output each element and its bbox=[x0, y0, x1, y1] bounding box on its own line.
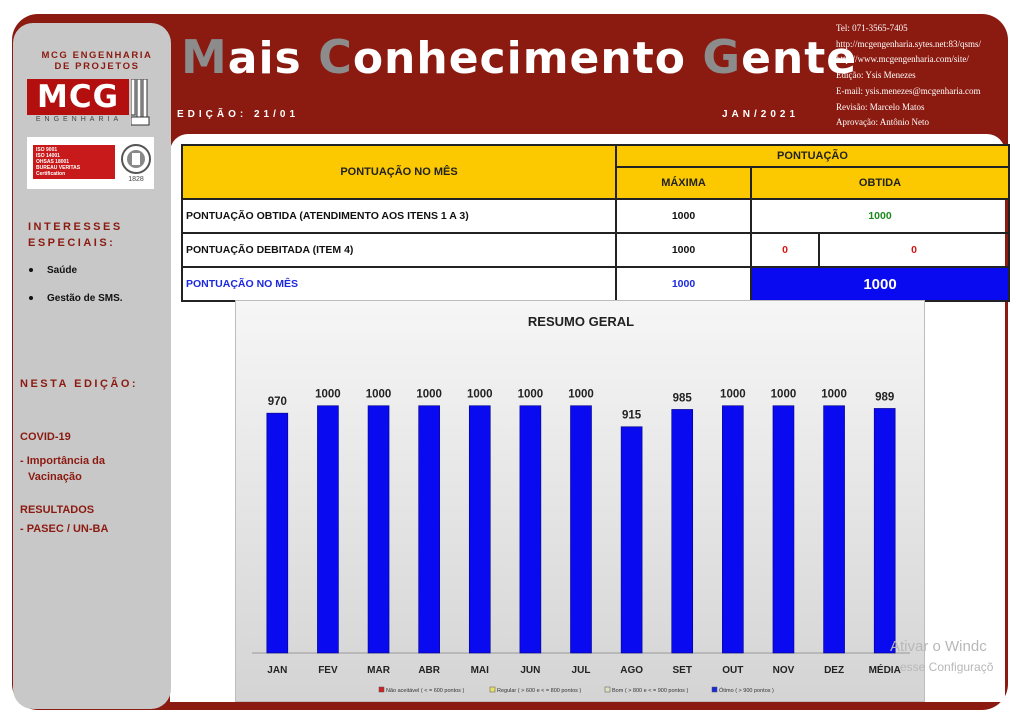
cert-line: BUREAU VERITAS bbox=[36, 165, 81, 171]
legend-label: Ótimo ( > 900 pontos ) bbox=[719, 688, 774, 694]
title-rest-2: onhecimento bbox=[352, 33, 703, 84]
certification-badge bbox=[27, 137, 154, 189]
activation-watermark bbox=[890, 637, 993, 677]
data-label: 1000 bbox=[315, 388, 341, 401]
bar-jul bbox=[571, 406, 592, 653]
edition-label: EDIÇÃO: 21/01 bbox=[177, 109, 300, 120]
bar-fev bbox=[317, 406, 338, 653]
bar-mai bbox=[469, 406, 490, 653]
table-row bbox=[182, 233, 1009, 267]
legend-label: Bom ( > 800 e < = 900 pontos ) bbox=[612, 688, 689, 694]
col-header-obt: OBTIDA bbox=[751, 167, 1009, 199]
data-label: 1000 bbox=[466, 388, 493, 401]
seal-year: 1828 bbox=[128, 176, 144, 183]
data-label: 985 bbox=[672, 392, 692, 405]
row-max: 1000 bbox=[616, 199, 751, 233]
bar-nov bbox=[773, 406, 794, 653]
contact-editor: Edição: Ysis Menezes bbox=[836, 70, 916, 81]
bar-set bbox=[672, 409, 693, 653]
legend-label: Regular ( > 600 e < = 800 pontos ) bbox=[497, 688, 582, 694]
contact-link-site[interactable]: http://www.mcgengenharia.com/site/ bbox=[836, 54, 969, 65]
contact-approver: Aprovação: Antônio Neto bbox=[836, 117, 929, 128]
interest-item bbox=[29, 265, 77, 276]
watermark-line-1: Ativar o Windc bbox=[890, 638, 987, 655]
interest-label: Saúde bbox=[47, 265, 78, 276]
cert-line: ISO 14001 bbox=[36, 153, 60, 159]
chart-title: RESUMO GERAL bbox=[527, 314, 635, 329]
topic-results-sub: - PASEC / UN-BA bbox=[20, 523, 109, 535]
title-rest-3: ente bbox=[741, 33, 858, 84]
bar-jun bbox=[520, 406, 541, 653]
bullet-icon bbox=[29, 296, 33, 300]
certification-list bbox=[33, 145, 115, 179]
contact-reviewer: Revisão: Marcelo Matos bbox=[836, 101, 925, 112]
row-max: 1000 bbox=[616, 233, 751, 267]
score-table bbox=[181, 144, 1010, 302]
data-label: 1000 bbox=[720, 388, 746, 401]
brand-line-1: MCG ENGENHARIA bbox=[41, 50, 153, 61]
x-tick-label: AGO bbox=[620, 665, 644, 676]
data-label: 970 bbox=[267, 396, 287, 409]
bar-ago bbox=[621, 427, 642, 653]
col-header-max: MÁXIMA bbox=[616, 167, 751, 199]
title-rest-1: ais bbox=[227, 33, 319, 84]
cert-line: OHSAS 18001 bbox=[36, 159, 70, 165]
interest-label: Gestão de SMS. bbox=[47, 293, 123, 304]
row-debit-a: 0 bbox=[751, 233, 819, 267]
contact-phone: Tel: 071-3565-7405 bbox=[836, 23, 908, 33]
col-header-main: PONTUAÇÃO NO MÊS bbox=[182, 145, 616, 199]
row-debit-b: 0 bbox=[819, 233, 1009, 267]
topic-covid-sub: - Importância da bbox=[20, 455, 105, 467]
data-label: 915 bbox=[622, 409, 642, 422]
legend-swatch bbox=[712, 687, 717, 692]
chart-svg bbox=[236, 301, 926, 703]
legend-swatch bbox=[379, 687, 384, 692]
interests-heading-1: INTERESSES bbox=[28, 221, 123, 233]
title-cap-2: C bbox=[318, 30, 353, 84]
table-row bbox=[182, 267, 1009, 301]
brand-name bbox=[22, 50, 172, 72]
row-total: 1000 bbox=[751, 267, 1009, 301]
data-label: 1000 bbox=[517, 388, 544, 401]
data-label: 1000 bbox=[821, 388, 847, 401]
logo-bars-icon bbox=[131, 79, 153, 127]
x-tick-label: JAN bbox=[267, 665, 288, 676]
interests-heading-2: ESPECIAIS: bbox=[28, 237, 116, 249]
data-label: 989 bbox=[875, 391, 895, 404]
bar-mar bbox=[368, 406, 389, 653]
masthead-title bbox=[181, 30, 857, 84]
x-tick-label: MÉDIA bbox=[868, 665, 901, 676]
x-tick-label: JUL bbox=[571, 665, 591, 676]
legend-swatch bbox=[490, 687, 495, 692]
row-label: PONTUAÇÃO DEBITADA (ITEM 4) bbox=[182, 233, 616, 267]
topic-results: RESULTADOS bbox=[20, 504, 95, 516]
bar-dez bbox=[824, 406, 845, 653]
bar-abr bbox=[419, 406, 440, 653]
topic-covid: COVID-19 bbox=[20, 431, 71, 443]
col-header-group: PONTUAÇÃO bbox=[616, 145, 1009, 167]
row-label: PONTUAÇÃO OBTIDA (ATENDIMENTO AOS ITENS 1 A 3) bbox=[182, 199, 616, 233]
data-label: 1000 bbox=[568, 388, 594, 401]
interests-heading bbox=[28, 219, 123, 251]
legend-swatch bbox=[605, 687, 610, 692]
edition-contents-heading: NESTA EDIÇÃO: bbox=[20, 378, 139, 390]
title-cap-3: G bbox=[702, 30, 742, 84]
row-label: PONTUAÇÃO NO MÊS bbox=[182, 267, 616, 301]
data-label: 1000 bbox=[770, 388, 797, 401]
x-tick-label: JUN bbox=[520, 665, 541, 676]
logo-text: MCG bbox=[27, 79, 129, 115]
x-tick-label: ABR bbox=[418, 665, 440, 676]
row-max: 1000 bbox=[616, 267, 751, 301]
bureau-veritas-seal-icon bbox=[120, 141, 152, 183]
cert-line: Certification bbox=[36, 171, 66, 177]
table-row bbox=[182, 199, 1009, 233]
legend-label: Não aceitável ( < = 600 pontos ) bbox=[386, 688, 465, 694]
contact-email[interactable]: E-mail: ysis.menezes@mcgenharia.com bbox=[836, 85, 981, 96]
sidebar bbox=[13, 23, 171, 709]
x-tick-label: MAR bbox=[367, 665, 390, 676]
x-tick-label: OUT bbox=[722, 665, 744, 676]
topic-covid-sub-2: Vacinação bbox=[28, 471, 82, 483]
date-label: JAN/2021 bbox=[722, 109, 800, 120]
x-tick-label: NOV bbox=[772, 665, 795, 676]
bar-out bbox=[722, 406, 743, 653]
logo-subtitle: ENGENHARIA bbox=[35, 116, 123, 123]
x-tick-label: MAI bbox=[470, 665, 489, 676]
data-label: 1000 bbox=[416, 388, 442, 401]
contact-block bbox=[836, 21, 981, 131]
x-tick-label: FEV bbox=[318, 665, 338, 676]
mcg-logo bbox=[27, 79, 153, 129]
cert-line: ISO 9001 bbox=[36, 147, 58, 153]
bullet-icon bbox=[29, 268, 33, 272]
data-label: 1000 bbox=[365, 388, 392, 401]
x-tick-label: DEZ bbox=[824, 665, 845, 676]
contact-link-qsms[interactable]: http://mcgengenharia.sytes.net:83/qsms/ bbox=[836, 38, 981, 49]
bar-média bbox=[874, 408, 895, 653]
title-cap-1: M bbox=[181, 30, 228, 84]
summary-chart bbox=[235, 300, 925, 702]
watermark-line-2: esse Configuraçõ bbox=[900, 660, 994, 674]
bar-jan bbox=[267, 413, 288, 653]
interest-item bbox=[29, 293, 123, 304]
x-tick-label: SET bbox=[672, 665, 692, 676]
brand-line-2: DE PROJETOS bbox=[54, 61, 140, 72]
row-obtained: 1000 bbox=[751, 199, 1009, 233]
